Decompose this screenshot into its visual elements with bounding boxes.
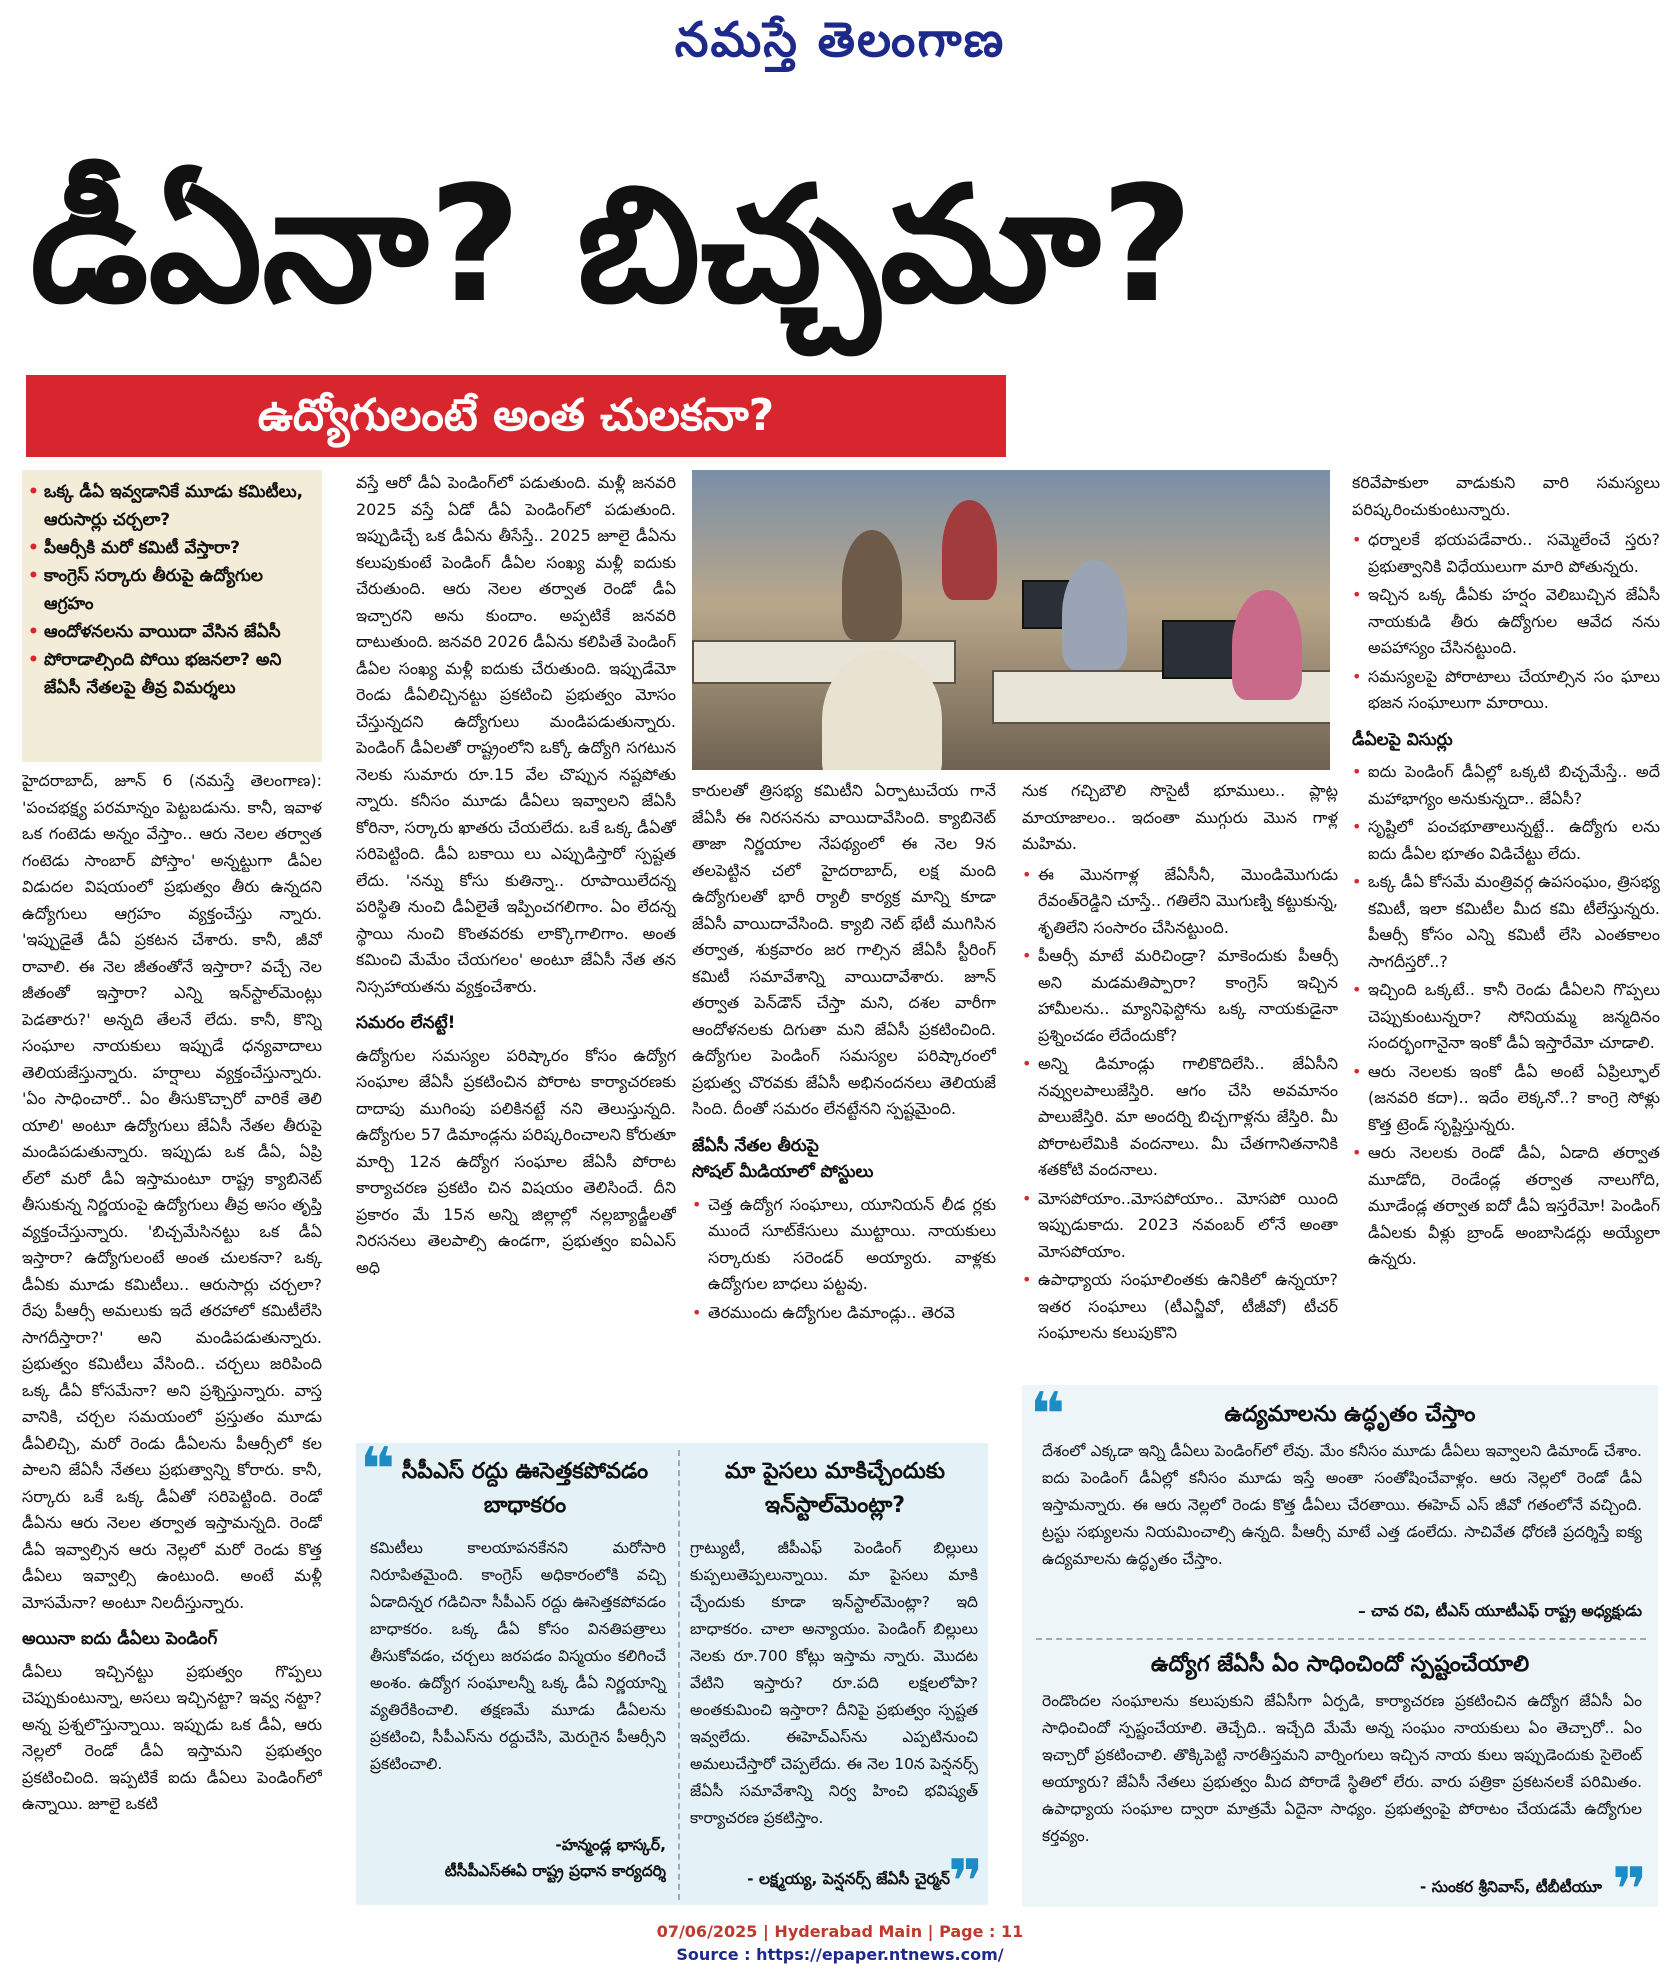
highlight-item: • పీఆర్సీకి మరో కమిటీ వేస్తారా? [28,534,316,562]
office-employees-photo [692,470,1330,770]
box-signature: - సుంకర శ్రీనివాస్, టీబీటీయూ [1419,1878,1602,1896]
box-signature: టీసీపీఎస్‌ఈఏ రాష్ట్ర ప్రధాన కార్యదర్శి [444,1862,666,1880]
quote-close-icon: ❞ [948,1847,984,1917]
list-item: • మోసపోయాం..మోసపోయాం.. మోసపో యింది ఇప్పుడుకాదు. 2023 నవంబర్ లోనే అంతా మోసపోయాం. [1022,1186,1338,1266]
box-text: గ్రాట్యుటీ, జీపీఎఫ్ పెండింగ్ బిల్లులు కుప్పలుతెప్పలున్నాయి. మా పైసలు మాకి చ్చేందుకు కూడా ఇన్‌స్టాల్‌మెంట్లా? ఇది బాధాకరం. చాలా అన్యాయం. పెండింగ్ బిల్లులు నెలకు రూ.700 కోట్లు ఇస్తామ న్నారు. మొదట వేటిని ఇస్తారు? రూ.పది లక్షలలోపా? అంతకుమించి ఇస్తారా? దీనిపై ప్రభుత్వం స్పష్టత ఇవ్వలేదు. ఈహెచ్ఎస్‌ను ఎప్పటినుంచి అమలుచేస్తారో చెప్పలేదు. ఈ నెల 10న పెన్షనర్స్ జేఏసీ సమావేశాన్ని నిర్వ హించి భవిష్యత్ కార్యాచరణ ప్రకటిస్తాం. [690,1539,978,1827]
article-column-2 [356,470,676,1430]
body-paragraph: నుక గచ్చిబౌలి సొసైటీ భూములు.. ప్లాట్ల మాయాజాలం.. ఇదంతా ముగ్గురు మొన గాళ్ల మహిమ. [1022,781,1338,853]
subheading: సోషల్ మీడియాలో పోస్టులు [692,1162,874,1182]
page-footer-source: Source : https://epaper.ntnews.com/ [676,1945,1004,1964]
list-item: • ఈ మొనగాళ్ల జేఏసీనీ, మొండిమొగుడు రేవంత్‌రెడ్డిని చూస్తే.. గతిలేని మొగుణ్ని కట్టుకున్న, శృతిలేని సంసారం చేసినట్టుంది. [1022,862,1338,942]
box-signature: - లక్ష్మయ్య, పెన్షనర్స్ జేఏసీ చైర్మన్ [747,1870,950,1888]
headline: డీఏనా? బిచ్చమా? [30,151,1194,338]
box-title: ఉద్యోగ జేఏసీ ఏం సాధించిందో స్పష్టంచేయాలి [1150,1652,1530,1677]
highlights-box [22,470,322,762]
box-text: రెండొందల సంఘాలను కలుపుకుని జేఏసీగా ఏర్పడి, కార్యాచరణ ప్రకటించిన ఉద్యోగ జేఏసీ ఏం సాధించిందో స్పష్టంచేయాలి. తెచ్చేది.. ఇచ్చేది మేమే అన్న సంఘం నాయకులు ఏం తెచ్చారో.. ఏం ఇచ్చారో ప్రకటించాలి. తొక్కిపెట్టి నారతీస్తమని వార్నింగులు ఇచ్చిన నాయ కులు ఇప్పుడెందుకు సైలెంట్ అయ్యారు? జేఏసీ నేతలు ప్రభుత్వం మీద పోరాడే స్థితిలో లేరు. వారు పత్రికా ప్రకటనలకే పరిమితం. ఉపాధ్యాయ సంఘాల ద్వారా మాత్రమే ఏదైనా సాధ్యం. ప్రభుత్వంపై పోరాటం చేయడమే ఉద్యోగుల కర్తవ్యం. [1042,1692,1642,1845]
list-item: • ఆరు నెలలకు రెండో డీఏ, ఏడాది తర్వాత మూడోది, రెండేండ్ల తర్వాత నాలుగోది, మూడేండ్ల తర్వాత ఐదో డీఏ ఇస్తరేమో! పెండింగ్ డీఏలకు వీళ్లు బ్రాండ్ అంబాసిడర్లు అయ్యేలా ఉన్నరు. [1352,1140,1660,1273]
subheading: జేఏసీ నేతల తీరుపై [692,1135,819,1156]
box-signature: – చావ రవి, టీఎస్ యూటీఎఫ్ రాష్ట్ర అధ్యక్షుడు [1357,1602,1642,1620]
highlight-item: • ఒక్క డీఏ ఇవ్వడానికే మూడు కమిటీలు, ఆరుసార్లు చర్చలా? [28,478,316,534]
quote-close-icon: ❞ [1612,1855,1648,1925]
article-column-3 [692,778,996,1428]
box-text: కమిటీలు కాలయాపనకేనని మరోసారి నిరూపితమైంది. కాంగ్రెస్ అధికారంలోకి వచ్చి ఏడాదిన్నర గడిచినా సీపీఎస్ రద్దు ఊసెత్తకపోవడం బాధాకరం. ఒక్క డీఏ కోసం వినతిపత్రాలు తీసుకోవడం, చర్చలు జరపడం విస్మయం కలిగించే అంశం. ఉద్యోగ సంఘాలన్నీ ఒక్క డీఏ నిర్ణయాన్ని వ్యతిరేకించాలి. తక్షణమే మూడు డీఏలను ప్రకటించి, సీపీఎస్‌ను రద్దుచేసి, మెరుగైన పీఆర్సీని ప్రకటించాలి. [370,1539,666,1773]
body-paragraph: వస్తే ఆరో డీఏ పెండింగ్‌లో పడుతుంది. మళ్లీ జనవరి 2025 వస్తే ఏడో డీఏ పెండింగ్‌లో పడుతుంది. ఇప్పుడిచ్చే ఒక డీఏను తీసేస్తే.. 2025 జూలై డీఏను కలుపుకుంటే పెండింగ్ డీఏల సంఖ్య మళ్లీ ఐదుకు చేరుతుంది. ఆరు నెలల తర్వాత రెండో డీఏ ఇచ్చారని అను కుందాం. అప్పటికే జనవరి దాటుతుంది. జనవరి 2026 డీఏను కలిపితే పెండింగ్ డీఏల సంఖ్య మళ్లీ ఐదుకు చేరుతుంది. ఇప్పుడేమో రెండు డీఏలిచ్చినట్టు ప్రకటించి ప్రభుత్వం మోసం చేస్తున్నదని ఉద్యోగులు మండిపడుతున్నారు. పెండింగ్ డీఏలతో రాష్ట్రంలోని ఒక్కో ఉద్యోగి సగటున నెలకు సుమారు రూ.15 వేల చొప్పున నష్టపోతు న్నారు. కనీసం మూడు డీఏలు ఇవ్వాలని జేఏసీ కోరినా, సర్కారు ఖాతరు చేయలేదు. ఒకే ఒక్క డీఏతో సరిపెట్టింది. డీఏ బకాయి లు ఎప్పుడిస్తారో స్పష్టత లేదు. 'నన్ను కోసు కుతిన్నా.. రూపాయిలేదన్న పరిస్థితి నుంచి డీఏలైతే ఇప్పించగలిగాం. ఏం లేదన్న స్థాయి నుంచి కొంతవరకు లాక్కొగాలిగాం. అంత కమించి మేమేం చేయగలం' అంటూ జేఏసీ నేత తన నిస్సహాయతను వ్యక్తంచేశారు. [356,473,676,996]
body-paragraph: డీఏలు ఇచ్చినట్టు ప్రభుత్వం గొప్పలు చెప్పుకుంటున్నా, అసలు ఇచ్చినట్టా? ఇవ్వ నట్టా? అన్న ప్రశ్నలొస్తున్నాయి. ఇప్పుడు ఒక డీఏ, ఆరు నెల్లలో రెండో డీఏ ఇస్తామని ప్రభుత్వం ప్రకటించింది. ఇప్పటికే ఐదు డీఏలు పెండింగ్‌లో ఉన్నాయి. జూలై ఒకటి [22,1661,322,1813]
list-item: • ఉపాధ్యాయ సంఘాలింతకు ఉనికిలో ఉన్నయా? ఇతర సంఘాలు (టీఎన్జీవో, టీజీవో) టీచర్ సంఘాలను కలుపుకొని [1022,1267,1338,1347]
article-column-5 [1352,470,1660,1375]
box-title: ఉద్యమాలను ఉద్ధృతం చేస్తాం [1224,1402,1476,1427]
quote-open-icon: ❝ [360,1435,396,1505]
box-text: దేశంలో ఎక్కడా ఇన్ని డీఏలు పెండింగ్‌లో లేవు. మేం కనీసం మూడు డీఏలు ఇవ్వాలని డిమాండ్ చేశాం. ఐదు పెండింగ్ డీఏల్లో కనీసం మూడు ఇస్తే అంతా సంతోషించేవాళ్లం. ఆరు నెల్లలో రెండో డీఏ ఇస్తామన్నారు. ఈ ఆరు నెల్లలో రెండు కొత్త డీఏలు చేరతాయి. ఈహెచ్ ఎస్ జీవో గతంలోనే వచ్చింది. ట్రస్టు సభ్యులను నియమించాల్సి ఉన్నది. పీఆర్సీ మాటే ఎత్త డంలేదు. సాచివేత ధోరణి ప్రదర్శిస్తే ఐక్య ఉద్యమాలను ఉద్ధృతం చేస్తాం. [1042,1442,1642,1568]
highlight-item: • పోరాడాల్సింది పోయి భజనలా? అని జేఏసీ నేతలపై తీవ్ర విమర్శలు [28,646,316,702]
body-paragraph: హైదరాబాద్, జూన్ 6 (నమస్తే తెలంగాణ): 'పంచభక్ష్య పరమాన్నం పెట్టబడును. కానీ, ఇవాళ ఒక గంటెడు అన్నం వేస్తాం.. ఆరు నెలల తర్వాత గంటెడు సాంబార్ పోస్తాం' అన్నట్టుగా డీఏల విడుదల విషయంలో ప్రభుత్వం తీరు ఉన్నదని ఉద్యోగులు ఆగ్రహం వ్యక్తంచేస్తు న్నారు. 'ఇప్పుడైతే డీఏ ప్రకటన చేశారు. కానీ, జీవో రావాలి. ఈ నెల జీతంతోనే ఇస్తారా? వచ్చే నెల జీతంతో ఇస్తారా? ఎన్ని ఇన్‌స్టాల్‌మెంట్లు పెడతారు?' అన్నది తేలనే లేదు. కానీ, కొన్ని సంఘాల నాయకులు ఇప్పుడే ధన్యవాదాలు తెలియజేస్తున్నారు. హర్షాలు వ్యక్తంచేస్తున్నారు. 'ఏం సాధించారో.. ఏం తీసుకొచ్చారో వారికే తెలి యాలి' అంటూ ఉద్యోగులు జేఏసీ నేతల తీరుపై మండిపడుతున్నారు. ఇప్పుడు ఒక డీఏ, ఏప్రి ల్‌లో మరో డీఏ ఇస్తామంటూ రాష్ట్ర క్యాబినెట్ తీసుకున్న నిర్ణయంపై ఉద్యోగులు తీవ్ర అసం తృప్తి వ్యక్తంచేస్తున్నారు. 'బిచ్చమేసినట్టు ఒక డీఏ ఇస్తారా? ఉద్యోగులంటే అంత చులకనా? ఒక్క డీఏకు మూడు కమిటీలు.. ఆరుసార్లు చర్చలా? రేపు పీఆర్సీ అమలుకు ఇదే తరహాలో కమిటీలేసి సాగదీస్తారా?' అని మండిపడుతున్నారు. ప్రభుత్వం కమిటీలు వేసింది.. చర్చలు జరిపింది ఒక్క డీఏ కోసమేనా? అని ప్రశ్నిస్తున్నారు. వాస్త వానికి, చర్చల సమయంలో ప్రస్తుతం మూడు డీఏలిచ్చి, మరో రెండు డీఏలను పీఆర్సీలో కల పాలని జేఏసీ నేతలు ప్రభుత్వాన్ని కోరారు. కానీ, సర్కారు ఒకే ఒక్క డీఏతో సరిపెట్టింది. రెండో డీఏను ఆరు నెలల తర్వాత ఇస్తామన్నది. రెండో డీఏ ఇవ్వాల్సిన ఆరు నెల్లలో మరో రెండు కొత్త డీఏలు ఇవ్వాల్సి ఉంటుంది. అంటే మళ్లీ మోసమేనా? అంటూ నిలదీస్తున్నారు. [22,771,322,1612]
list-item: • పీఆర్సీ మాటే మరిచిండ్రా? మాకెందుకు పీఆర్సీ అని మడమతిప్పారా? కాంగ్రెస్ ఇచ్చిన హామీలను.. మ్యానిఫెస్టోను ఒక్క నాయకుడైనా ప్రశ్నించడం లేదేందుకో? [1022,943,1338,1049]
list-item: • అన్ని డిమాండ్లు గాలికొదిలేసి.. జేఏసీని నవ్వులపాలుజేస్తిరి. ఆగం చేసి అవమానం పాలుజేస్తిరి. మా అందర్ని బిచ్చగాళ్లను జేస్తిరి. మీ పోరాటలేమికి వందనాలు. మీ చేతగానితనానికి శతకోటి వందనాలు. [1022,1051,1338,1184]
box-signature: -హన్మండ్ల భాస్కర్, [555,1836,666,1854]
box-title: సీపీఎస్ రద్దు ఊసెత్తకపోవడం బాధాకరం [401,1459,649,1518]
body-paragraph: ఉద్యోగుల సమస్యల పరిష్కారం కోసం ఉద్యోగ సంఘాల జేఏసీ ప్రకటించిన పోరాట కార్యాచరణకు దాదాపు ముగింపు పలికినట్టే నని తెలుస్తున్నది. ఉద్యోగుల 57 డిమాండ్లను పరిష్కరించాలని కోరుతూ మార్చి 12న ఉద్యోగ సంఘాల జేఏసీ పోరాట కార్యాచరణ ప్రకటిం చిన విషయం తెలిసిందే. దీని ప్రకారం మే 15న అన్ని జిల్లాల్లో నల్లబ్యాడ్జీలతో నిరసనలు తెలపాల్సి ఉండగా, ప్రభుత్వం ఐఏఎస్ అధి [356,1045,676,1277]
list-item: • సృష్టిలో పంచభూతాలున్నట్టే.. ఉద్యోగు లను ఐదు డీఏల భూతం విడిచేట్టు లేదు. [1352,814,1660,867]
list-item: • తెరముందు ఉద్యోగుల డిమాండ్లు.. తెరవె [692,1300,996,1327]
list-item: • సమస్యలపై పోరాటాలు చేయాల్సిన సం ఘాలు భజన సంఘాలుగా మారాయి. [1352,664,1660,717]
list-item: • చెత్త ఉద్యోగ సంఘాలు, యూనియన్ లీడ ర్లకు ముందే సూట్‌కేసులు ముట్టాయి. నాయకులు సర్కారుకు సరెండర్ అయ్యారు. వాళ్లకు ఉద్యోగుల బాధలు పట్టవు. [692,1192,996,1298]
box-title: మా పైసలు మాకిచ్చేందుకు ఇన్‌స్టాల్‌మెంట్లా? [725,1459,945,1518]
list-item: • ఆరు నెలలకు ఇంకో డీఏ అంటే ఏప్రిల్ఫూల్ (జనవరి కదా).. ఇదేం లెక్కనో..? కాంగ్రె సోళ్లు కొత్త ట్రెండ్ సృష్టిస్తున్నరు. [1352,1059,1660,1139]
page-footer-date: 07/06/2025 | Hyderabad Main | Page : 11 [656,1922,1024,1941]
body-paragraph: కారులతో త్రిసభ్య కమిటీని ఏర్పాటుచేయ గానే జేఏసీ ఈ నిరసనను వాయిదావేసింది. క్యాబినెట్ తాజా నిర్ణయాల నేపథ్యంలో ఈ నెల 9న తలపెట్టిన చలో హైదరాబాద్, లక్ష మంది ఉద్యోగులతో భారీ ర్యాలీ కార్యక్ర మాన్ని కూడా జేఏసీ వాయిదావేసింది. క్యాబి నెట్ భేటీ ముగిసిన తర్వాత, శుక్రవారం జర గాల్సిన జేఏసీ స్టీరింగ్ కమిటీ సమావేశాన్ని వాయిదావేశారు. జూన్ తర్వాత పెన్‌డౌన్ చేస్తా మని, దశల వారీగా ఆందోళనలకు దిగుతా మని జేఏసీ ప్రకటించింది. ఉద్యోగుల పెండింగ్ సమస్యల పరిష్కారంలో ప్రభుత్వ చొరవకు జేఏసీ అభినందనలు తెలియజే సింది. దీంతో సమరం లేనట్టేనని స్పష్టమైంది. [692,781,996,1118]
subheadline-bar: ఉద్యోగులంటే అంత చులకనా? [26,375,1006,457]
subheading: అయినా ఐదు డీఏలు పెండింగ్ [22,1629,218,1649]
masthead: నమస్తే తెలంగాణ [674,12,1006,68]
subheading: సమరం లేనట్టే! [356,1013,456,1033]
subheading: డీఏలపై విసుర్లు [1352,729,1453,750]
highlight-item: • కాంగ్రెస్ సర్కారు తీరుపై ఉద్యోగుల ఆగ్రహం [28,562,316,618]
article-column-4 [1022,778,1338,1378]
article-column-1 [22,768,322,1910]
body-paragraph: కరివేపాకులా వాడుకుని వారి సమస్యలు పరిష్కరించుకుంటున్నారు. [1352,473,1660,519]
list-item: • ఇచ్చిన ఒక్క డీఏకు హర్షం వెలిబుచ్చిన జేఏసీ నాయకుడి తీరు ఉద్యోగుల ఆవేద నను అపహాస్యం చేసినట్టుంది. [1352,582,1660,662]
list-item: • ఇచ్చింది ఒక్కటే.. కానీ రెండు డీఏలని గొప్పలు చెప్పుకుంటున్నరా? సోనియమ్మ జన్మదినం సందర్భంగానైనా ఇంకో డీఏ ఇస్తారేమో చూడాలి. [1352,977,1660,1057]
list-item: • ధర్నాలకే భయపడేవారు.. సమ్మెలేంచే స్తరు? ప్రభుత్వానికి విధేయులుగా మారి పోతున్నరు. [1352,527,1660,580]
highlight-item: • ఆందోళనలను వాయిదా వేసిన జేఏసీ [28,618,316,646]
list-item: • ఒక్క డీఏ కోసమే మంత్రివర్గ ఉపసంఘం, త్రిసభ్య కమిటీ, ఇలా కమిటీల మీద కమి టీలేస్తున్నరు. పీఆర్సీ కోసం ఎన్ని కమిటీ లేసి ఎంతకాలం సాగదీస్తరో..? [1352,869,1660,975]
quote-open-icon: ❝ [1030,1380,1066,1450]
list-item: • ఐదు పెండింగ్ డీఏల్లో ఒక్కటి బిచ్చమేస్తే.. అదే మహాభాగ్యం అనుకున్నదా.. జేఏసీ? [1352,759,1660,812]
